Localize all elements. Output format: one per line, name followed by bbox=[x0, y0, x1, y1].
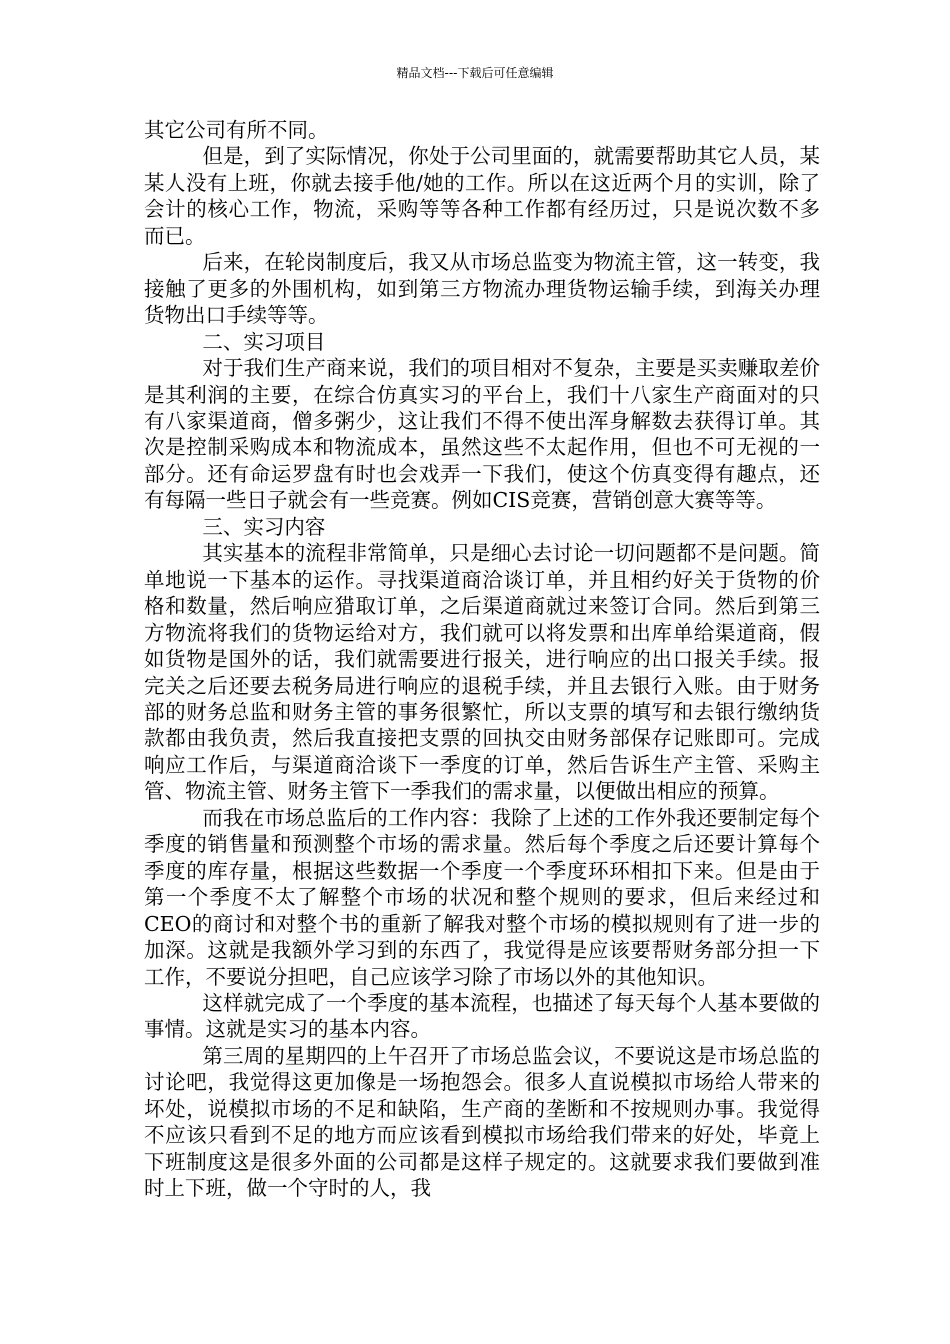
page-header: 精品文档---下载后可任意编辑 bbox=[396, 66, 554, 80]
section-heading: 三、实习内容 bbox=[202, 514, 326, 539]
paragraph: 这样就完成了一个季度的基本流程，也描述了每天每个人基本要做的事情。这就是实习的基本内容。 bbox=[144, 990, 820, 1042]
paragraph: 对于我们生产商来说，我们的项目相对不复杂，主要是买卖赚取差价是其利润的主要，在综合仿真实习的平台上，我们十八家生产商面对的只有八家渠道商，僧多粥少，这让我们不得不使出浑身解数去获得订单。其次是控制采购成本和物流成本，虽然这些不太起作用，但也不可无视的一部分。还有命运罗盘有时也会戏弄一下我们，使这个仿真变得有趣点，还有每隔一些日子就会有一些竞赛。例如CIS竞赛，营销创意大赛等等。 bbox=[144, 356, 820, 513]
paragraph: 其实基本的流程非常简单，只是细心去讨论一切问题都不是问题。简单地说一下基本的运作。寻找渠道商洽谈订单，并且相约好关于货物的价格和数量，然后响应猎取订单，之后渠道商就过来签订合同。然后到第三方物流将我们的货物运给对方，我们就可以将发票和出库单给渠道商，假如货物是国外的话，我们就需要进行报关，进行响应的出口报关手续。报完关之后还要去税务局进行响应的退税手续，并且去银行入账。由于财务部的财务总监和财务主管的事务很繁忙，所以支票的填写和去银行缴纳货款都由我负责，然后我直接把支票的回执交由财务部保存记账即可。完成响应工作后，与渠道商洽谈下一季度的订单，然后告诉生产主管、采购主管、物流主管、财务主管下一季我们的需求量，以便做出相应的预算。 bbox=[144, 541, 820, 804]
paragraph: 但是，到了实际情况，你处于公司里面的，就需要帮助其它人员，某某人没有上班，你就去接手他/她的工作。所以在这近两个月的实训，除了会计的核心工作，物流，采购等等各种工作都有经历过，只是说次数不多而已。 bbox=[144, 144, 820, 248]
paragraph-continuation: 其它公司有所不同。 bbox=[144, 118, 329, 142]
paragraph: 第三周的星期四的上午召开了市场总监会议，不要说这是市场总监的讨论吧，我觉得这更加像是一场抱怨会。很多人直说模拟市场给人带来的坏处，说模拟市场的不足和缺陷，生产商的垄断和不按规则办事。我觉得不应该只看到不足的地方而应该看到模拟市场给我们带来的好处，毕竟上下班制度这是很多外面的公司都是这样子规定的。这就要求我们要做到准时上下班，做一个守时的人，我 bbox=[144, 1043, 820, 1201]
paragraph: 而我在市场总监后的工作内容：我除了上述的工作外我还要制定每个季度的销售量和预测整个市场的需求量。然后每个季度之后还要计算每个季度的库存量，根据这些数据一个季度一个季度环环相扣下来。但是由于第一个季度不太了解整个市场的状况和整个规则的要求，但后来经过和CEO的商讨和对整个书的重新了解我对整个市场的模拟规则有了进一步的加深。这就是我额外学习到的东西了，我觉得是应该要帮财务部分担一下工作，不要说分担吧，自己应该学习除了市场以外的其他知识。 bbox=[144, 805, 820, 989]
document-body bbox=[144, 117, 820, 1202]
section-heading: 二、实习项目 bbox=[202, 329, 326, 354]
paragraph: 后来，在轮岗制度后，我又从市场总监变为物流主管，这一转变，我接触了更多的外围机构，如到第三方物流办理货物运输手续，到海关办理货物出口手续等等。 bbox=[144, 250, 820, 328]
